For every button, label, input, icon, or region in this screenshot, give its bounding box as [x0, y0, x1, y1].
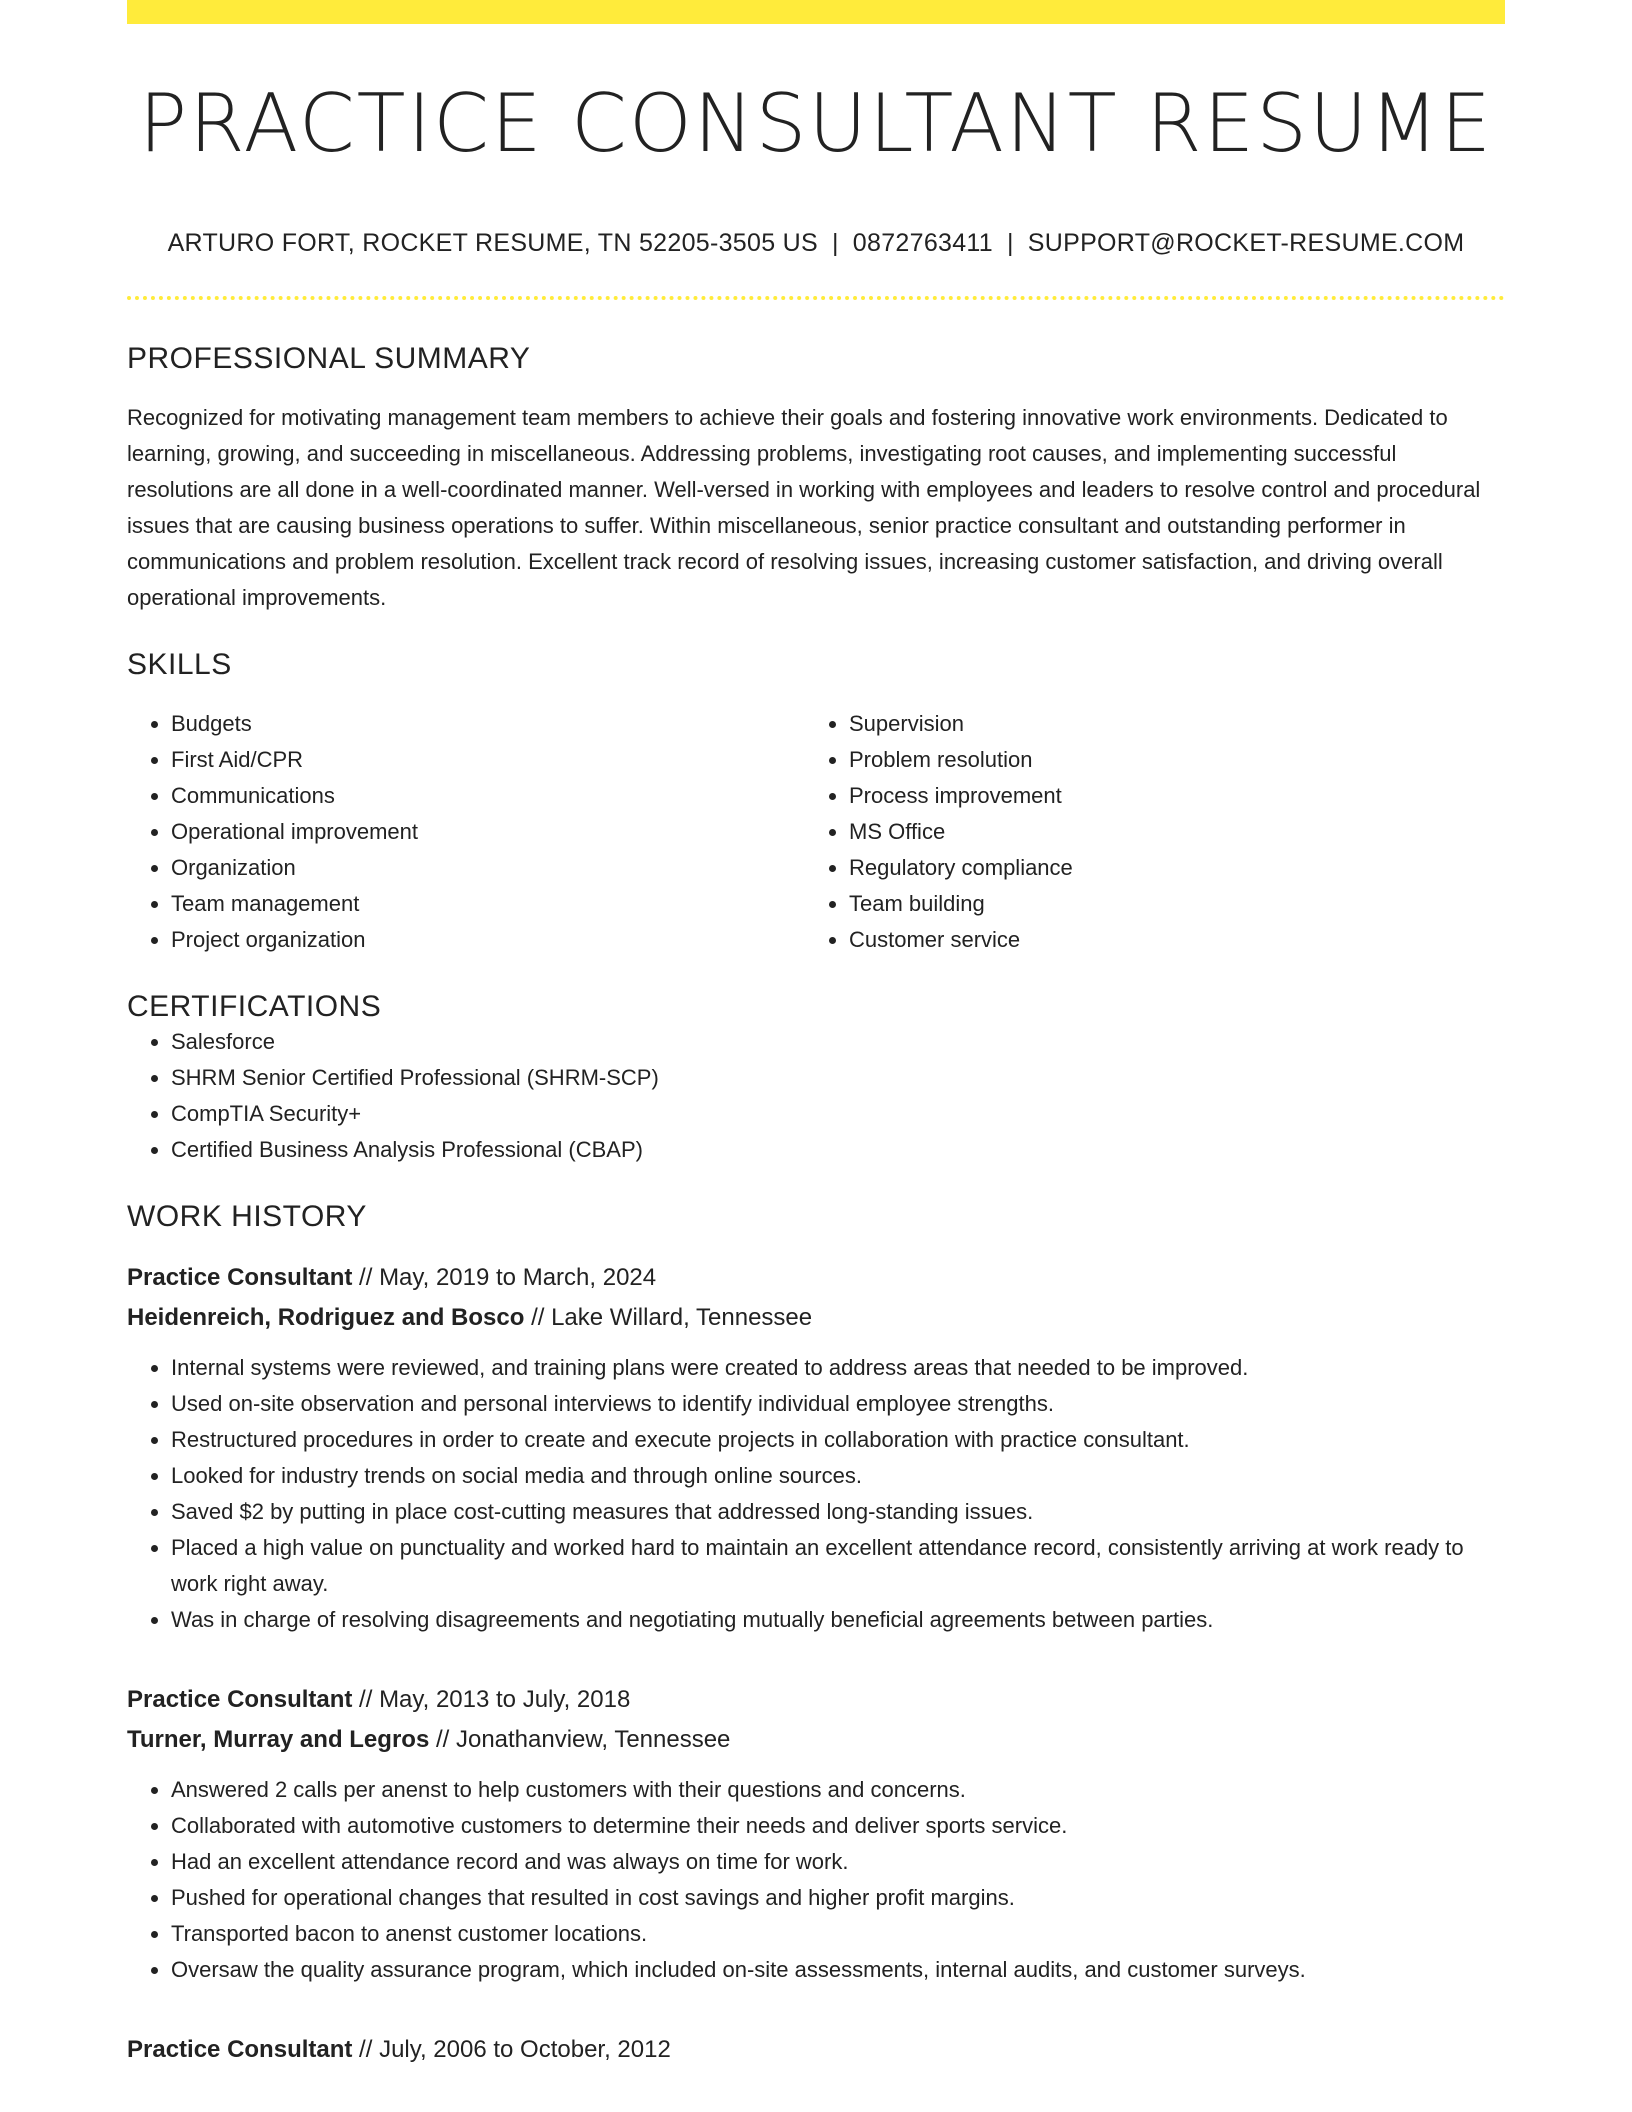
skill-item: • Problem resolution [849, 742, 1483, 778]
job-bullet: • Restructured procedures in order to create and execute projects in collaboration with practice consultant. [171, 1422, 1505, 1458]
skill-item: • Communications [171, 778, 805, 814]
job-company: Turner, Murray and Legros [127, 1726, 430, 1753]
job-title-line [127, 1680, 1505, 1720]
skill-item: • Customer service [849, 922, 1483, 958]
job-location: // Lake Willard, Tennessee [524, 1304, 813, 1331]
certifications-heading: CERTIFICATIONS [127, 990, 382, 1023]
contact-email: SUPPORT@ROCKET-RESUME.COM [1027, 229, 1465, 257]
skill-item: • Operational improvement [171, 814, 805, 850]
work-history-heading: WORK HISTORY [127, 1200, 367, 1233]
contact-line [127, 229, 1505, 258]
certification-item: • Certified Business Analysis Professional (CBAP) [171, 1132, 1505, 1168]
job-entry [127, 1258, 1505, 1638]
skill-item: • Process improvement [849, 778, 1483, 814]
job-title-line [127, 1258, 1505, 1298]
summary-text: Recognized for motivating management team members to achieve their goals and fostering innovative work environments. Dedicated to learning, growing, and succeeding in miscellaneous. Addressing problems, investigating root causes, and implementing successful resolutions are all done in a well-coordinated manner. Well-versed in working with employees and leaders to resolve control and procedural issues that are causing business operations to suffer. Within miscellaneous, senior practice consultant and outstanding performer in communications and problem resolution. Excellent track record of resolving issues, increasing customer satisfaction, and driving overall operational improvements. [127, 405, 1481, 610]
certifications-list [127, 1024, 1505, 1168]
skill-item: • Budgets [171, 706, 805, 742]
skill-item: • First Aid/CPR [171, 742, 805, 778]
job-dates: // May, 2013 to July, 2018 [352, 1686, 631, 1713]
certification-item: • SHRM Senior Certified Professional (SHRM-SCP) [171, 1060, 1505, 1096]
resume-title: PRACTICE CONSULTANT RESUME [138, 77, 1494, 170]
job-location: // Jonathanview, Tennessee [429, 1726, 731, 1753]
skill-item: • Team building [849, 886, 1483, 922]
accent-bar [127, 0, 1505, 24]
job-company-line [127, 1720, 1505, 1760]
skill-item: • Regulatory compliance [849, 850, 1483, 886]
job-bullet: • Had an excellent attendance record and was always on time for work. [171, 1844, 1505, 1880]
job-dates: // July, 2006 to October, 2012 [352, 2036, 671, 2063]
skill-item: • Supervision [849, 706, 1483, 742]
job-bullet: • Answered 2 calls per anenst to help customers with their questions and concerns. [171, 1772, 1505, 1808]
contact-phone: 0872763411 [852, 229, 993, 257]
skill-item: • MS Office [849, 814, 1483, 850]
skills-heading: SKILLS [127, 648, 232, 681]
certification-item: • Salesforce [171, 1024, 1505, 1060]
skills-column-left [127, 706, 805, 958]
certification-item: • CompTIA Security+ [171, 1096, 1505, 1132]
job-bullet: • Oversaw the quality assurance program, which included on-site assessments, internal audits, and customer surveys. [171, 1952, 1505, 1988]
job-bullet: • Looked for industry trends on social media and through online sources. [171, 1458, 1505, 1494]
job-dates: // May, 2019 to March, 2024 [352, 1264, 657, 1291]
job-bullet: • Placed a high value on punctuality and worked hard to maintain an excellent attendance record, consistently arriving at work ready to work right away. [171, 1530, 1505, 1602]
job-bullets [127, 1350, 1505, 1638]
job-bullet: • Saved $2 by putting in place cost-cutting measures that addressed long-standing issues. [171, 1494, 1505, 1530]
contact-separator: | [832, 229, 839, 257]
job-bullets [127, 1772, 1505, 1988]
job-entry [127, 1680, 1505, 1988]
job-bullet: • Used on-site observation and personal interviews to identify individual employee strengths. [171, 1386, 1505, 1422]
job-title: Practice Consultant [127, 1686, 353, 1713]
skill-item: • Team management [171, 886, 805, 922]
summary-heading: PROFESSIONAL SUMMARY [127, 342, 531, 375]
job-bullet: • Was in charge of resolving disagreements and negotiating mutually beneficial agreements between parties. [171, 1602, 1505, 1638]
job-company-line [127, 1298, 1505, 1338]
skill-item: • Project organization [171, 922, 805, 958]
contact-separator: | [1006, 229, 1014, 257]
skills-list [127, 706, 1505, 958]
job-bullet: • Internal systems were reviewed, and training plans were created to address areas that needed to be improved. [171, 1350, 1505, 1386]
job-entry [127, 2030, 1505, 2070]
job-company: Heidenreich, Rodriguez and Bosco [127, 1304, 525, 1331]
job-bullet: • Transported bacon to anenst customer locations. [171, 1916, 1505, 1952]
job-bullet: • Collaborated with automotive customers to determine their needs and deliver sports service. [171, 1808, 1505, 1844]
job-title: Practice Consultant [127, 2036, 353, 2063]
contact-address: ARTURO FORT, ROCKET RESUME, TN 52205-3505 US [167, 229, 818, 257]
job-bullet: • Pushed for operational changes that resulted in cost savings and higher profit margins. [171, 1880, 1505, 1916]
skills-column-right [805, 706, 1483, 958]
resume-page [127, 0, 1505, 2070]
job-title-line [127, 2030, 1505, 2070]
job-title: Practice Consultant [127, 1264, 353, 1291]
skill-item: • Organization [171, 850, 805, 886]
dotted-divider [127, 296, 1505, 300]
